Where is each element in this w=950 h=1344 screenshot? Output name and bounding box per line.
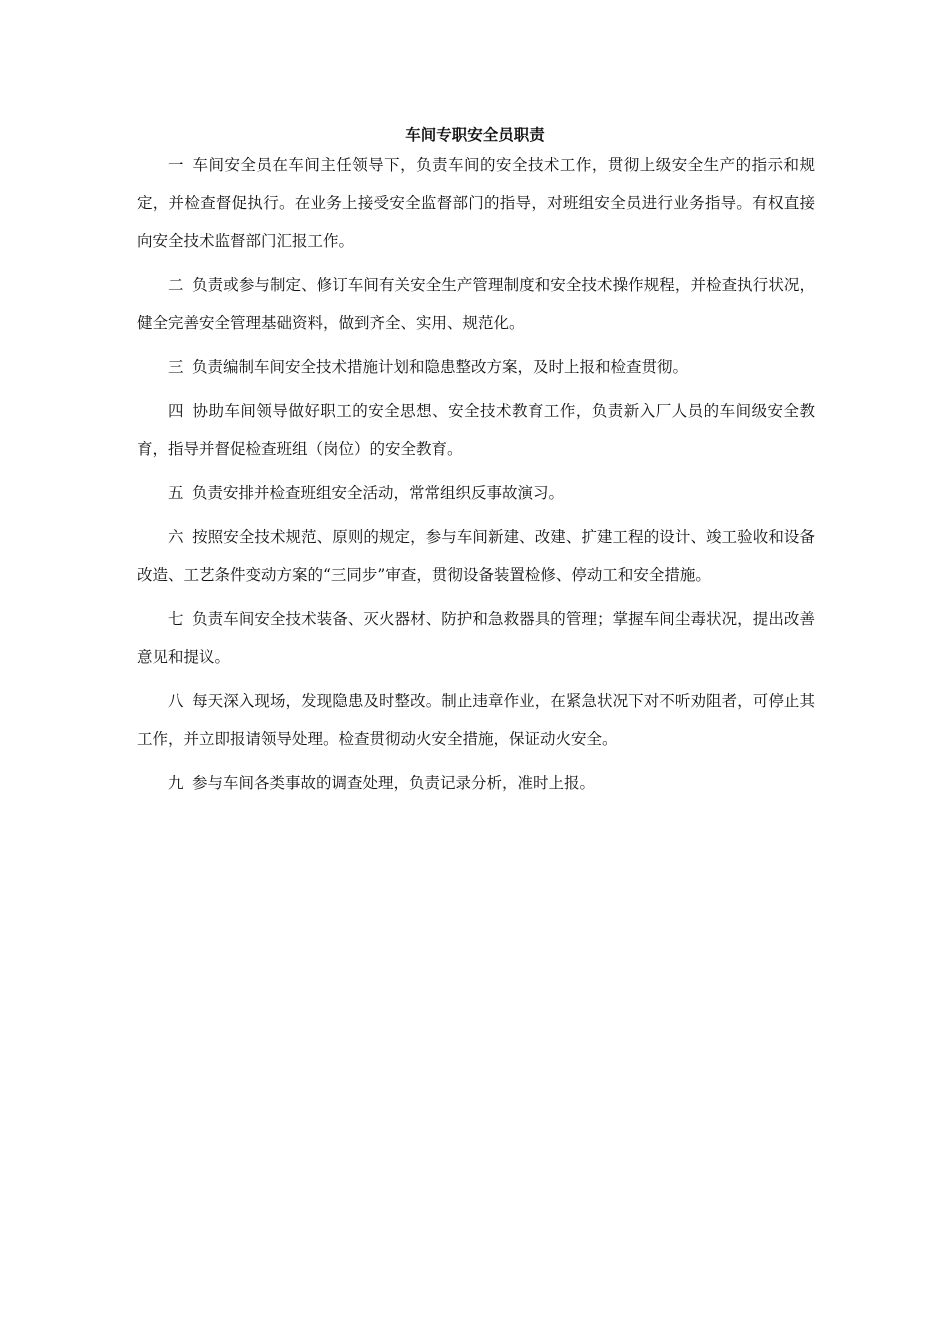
item-number: 八 — [168, 692, 184, 710]
item-number: 二 — [168, 276, 184, 294]
item-number: 四 — [168, 402, 184, 420]
duty-item-7 — [137, 600, 815, 676]
duty-item-8 — [137, 682, 815, 758]
duty-item-1 — [137, 146, 815, 260]
item-number: 五 — [168, 484, 184, 502]
duty-item-2 — [137, 266, 815, 342]
item-number: 七 — [168, 610, 184, 628]
item-number: 六 — [168, 528, 184, 546]
duty-item-3 — [137, 348, 815, 386]
duty-item-5 — [137, 474, 815, 512]
item-number: 一 — [168, 156, 184, 174]
item-text: 负责车间安全技术装备、灭火器材、防护和急救器具的管理；掌握车间尘毒状况，提出改善意见和提议。 — [137, 610, 815, 666]
document-body — [137, 146, 815, 808]
item-text: 按照安全技术规范、原则的规定，参与车间新建、改建、扩建工程的设计、竣工验收和设备改造、工艺条件变动方案的“三同步”审查，贯彻设备装置检修、停动工和安全措施。 — [137, 528, 815, 584]
item-text: 负责或参与制定、修订车间有关安全生产管理制度和安全技术操作规程，并检查执行状况，健全完善安全管理基础资料，做到齐全、实用、规范化。 — [137, 276, 815, 332]
item-text: 协助车间领导做好职工的安全思想、安全技术教育工作，负责新入厂人员的车间级安全教育，指导并督促检查班组（岗位）的安全教育。 — [137, 402, 815, 458]
item-text: 负责编制车间安全技术措施计划和隐患整改方案，及时上报和检查贯彻。 — [192, 358, 689, 376]
document-title: 车间专职安全员职责 — [405, 126, 545, 144]
item-number: 三 — [168, 358, 184, 376]
duty-item-6 — [137, 518, 815, 594]
duty-item-9 — [137, 764, 815, 802]
item-number: 九 — [168, 774, 184, 792]
item-text: 负责安排并检查班组安全活动，常常组织反事故演习。 — [192, 484, 565, 502]
item-text: 参与车间各类事故的调查处理，负责记录分析，准时上报。 — [192, 774, 596, 792]
duty-item-4 — [137, 392, 815, 468]
item-text: 车间安全员在车间主任领导下，负责车间的安全技术工作，贯彻上级安全生产的指示和规定，并检查督促执行。在业务上接受安全监督部门的指导，对班组安全员进行业务指导。有权直接向安全技术监督部门汇报工作。 — [137, 156, 815, 250]
item-text: 每天深入现场，发现隐患及时整改。制止违章作业，在紧急状况下对不听劝阻者，可停止其工作，并立即报请领导处理。检查贯彻动火安全措施，保证动火安全。 — [137, 692, 815, 748]
